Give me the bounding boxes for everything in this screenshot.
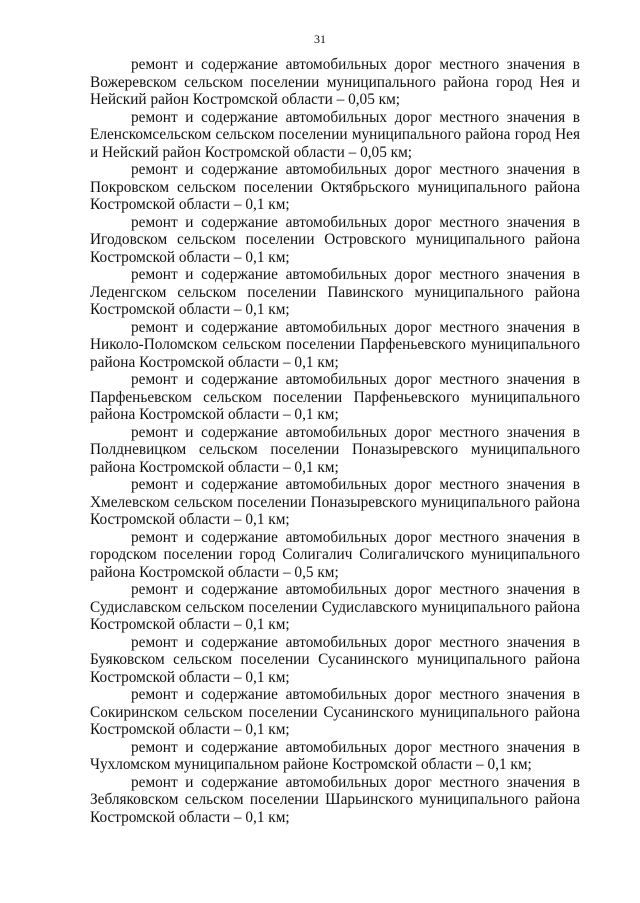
- paragraph: ремонт и содержание автомобильных дорог местного значения в Чухломском муниципальном районе Костромской области – 0,1 км;: [90, 738, 580, 773]
- paragraph: ремонт и содержание автомобильных дорог местного значения в Полдневицком сельском поселении Поназыревского муниципального района Костромской области – 0,1 км;: [90, 423, 580, 476]
- paragraph: ремонт и содержание автомобильных дорог местного значения в Еленскомсельском сельском поселении муниципального района город Нея и Нейский район Костромской области – 0,05 км;: [90, 108, 580, 161]
- paragraph: ремонт и содержание автомобильных дорог местного значения в Зебляковском сельском поселении Шарьинского муниципального района Костромской области – 0,1 км;: [90, 773, 580, 826]
- paragraph: ремонт и содержание автомобильных дорог местного значения в Вожеревском сельском поселении муниципального района город Нея и Нейский район Костромской области – 0,05 км;: [90, 56, 580, 108]
- paragraph: ремонт и содержание автомобильных дорог местного значения в Леденгском сельском поселении Павинского муниципального района Костромской области – 0,1 км;: [90, 266, 580, 318]
- paragraph: ремонт и содержание автомобильных дорог местного значения в Николо-Поломском сельском поселении Парфеньевского муниципального района Костромской области – 0,1 км;: [90, 318, 580, 371]
- page-number: 31: [314, 32, 326, 46]
- document-body: [90, 56, 580, 826]
- paragraph: ремонт и содержание автомобильных дорог местного значения в Игодовском сельском поселении Островского муниципального района Костромской области – 0,1 км;: [90, 213, 580, 266]
- paragraph: ремонт и содержание автомобильных дорог местного значения в Сокиринском сельском поселении Сусанинского муниципального района Костромской области – 0,1 км;: [90, 686, 580, 738]
- paragraph: ремонт и содержание автомобильных дорог местного значения в Хмелевском сельском поселении Поназыревского муниципального района Костромской области – 0,1 км;: [90, 476, 580, 528]
- paragraph: ремонт и содержание автомобильных дорог местного значения в городском поселении город Солигалич Солигаличского муниципального района Костромской области – 0,5 км;: [90, 528, 580, 581]
- paragraph: ремонт и содержание автомобильных дорог местного значения в Судиславском сельском поселении Судиславского муниципального района Костромской области – 0,1 км;: [90, 581, 580, 633]
- paragraph: ремонт и содержание автомобильных дорог местного значения в Покровском сельском поселении Октябрьского муниципального района Костромской области – 0,1 км;: [90, 161, 580, 213]
- paragraph: ремонт и содержание автомобильных дорог местного значения в Буяковском сельском поселении Сусанинского муниципального района Костромской области – 0,1 км;: [90, 633, 580, 686]
- paragraph: ремонт и содержание автомобильных дорог местного значения в Парфеньевском сельском поселении Парфеньевского муниципального района Костромской области – 0,1 км;: [90, 371, 580, 423]
